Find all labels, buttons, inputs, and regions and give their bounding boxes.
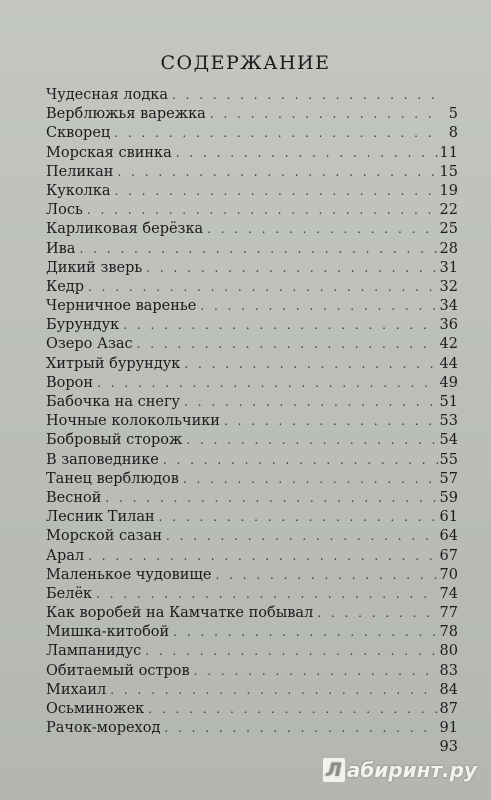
toc-entry-title: Морской сазан — [46, 528, 163, 545]
dot-leader — [88, 547, 437, 566]
toc-entry — [46, 220, 458, 239]
toc-entry-title: Карликовая берёзка — [46, 221, 204, 238]
toc-entry — [46, 604, 458, 623]
dot-leader — [166, 527, 438, 546]
toc-entry-title: Арал — [46, 547, 85, 564]
dot-leader — [79, 240, 437, 259]
toc-entry-title: Осьминожек — [46, 701, 145, 717]
toc-entry-page-number: 78 — [439, 624, 458, 641]
toc-entry — [46, 719, 458, 738]
dot-leader — [194, 662, 438, 681]
table-of-contents — [46, 86, 458, 758]
toc-entry-title: Обитаемый остров — [46, 662, 190, 679]
toc-entry — [46, 508, 458, 527]
toc-entry — [46, 681, 458, 700]
toc-entry-page-number: 36 — [439, 317, 458, 334]
toc-entry-page-number: 55 — [439, 451, 458, 468]
toc-entry — [46, 527, 458, 546]
dot-leader — [210, 105, 438, 124]
toc-entry — [46, 470, 458, 489]
toc-entry-page-number: 51 — [439, 394, 458, 410]
toc-entry-page-number: 84 — [439, 681, 458, 698]
toc-entry — [46, 86, 458, 105]
toc-entry-page-number: 11 — [439, 144, 458, 161]
toc-entry-page-number: 67 — [439, 547, 458, 564]
toc-entry — [46, 201, 458, 220]
dot-leader — [224, 412, 438, 431]
dot-leader — [96, 585, 437, 604]
toc-entry — [46, 451, 458, 470]
dot-leader — [123, 316, 437, 335]
labirint-logo-icon: Л — [323, 758, 345, 782]
toc-entry — [46, 316, 458, 335]
toc-entry — [46, 374, 458, 393]
toc-entry-page-number: 28 — [439, 240, 458, 257]
toc-entry-page-number: 77 — [439, 605, 458, 622]
dot-leader — [317, 604, 437, 623]
toc-entry-page-number: 25 — [439, 221, 458, 238]
toc-entry — [46, 623, 458, 642]
dot-leader — [184, 393, 437, 412]
dot-leader — [114, 124, 438, 143]
toc-entry — [46, 355, 458, 374]
toc-entry-title: Хитрый бурундук — [46, 355, 181, 372]
dot-leader — [184, 355, 437, 374]
dot-leader — [105, 489, 437, 508]
toc-entry-title: Ночные колокольчики — [46, 413, 220, 430]
page-title: СОДЕРЖАНИЕ — [160, 52, 331, 74]
toc-entry — [46, 489, 458, 508]
dot-leader — [145, 642, 437, 661]
dot-leader — [114, 182, 437, 201]
toc-entry — [46, 335, 458, 354]
toc-entry-title: Бабочка на снегу — [46, 394, 181, 410]
toc-entry-page-number: 42 — [439, 336, 458, 353]
toc-entry — [46, 105, 458, 124]
toc-entry-page-number: 34 — [439, 298, 458, 315]
toc-entry — [46, 585, 458, 604]
toc-entry-page-number: 54 — [439, 432, 458, 449]
toc-entry-page-number: 91 — [439, 720, 458, 737]
toc-entry — [46, 547, 458, 566]
toc-entry-page-number: 53 — [439, 413, 458, 430]
toc-entry — [46, 566, 458, 585]
dot-leader — [163, 451, 438, 470]
dot-leader — [87, 201, 438, 220]
toc-entry — [46, 144, 458, 163]
labirint-watermark — [323, 758, 477, 782]
toc-entry-page-number: 74 — [439, 585, 458, 602]
toc-entry-page-number: 70 — [439, 566, 458, 583]
dot-leader — [216, 566, 438, 585]
dot-leader — [207, 220, 437, 239]
dot-leader — [148, 700, 437, 719]
toc-entry-page-number: 83 — [439, 662, 458, 679]
toc-entry — [46, 297, 458, 316]
toc-entry-page-number: 32 — [439, 278, 458, 295]
toc-entry-title: В заповеднике — [46, 451, 159, 468]
toc-entry-title: Черничное варенье — [46, 298, 197, 315]
toc-entry-title: Танец верблюдов — [46, 470, 179, 487]
dot-leader — [117, 163, 437, 182]
dot-leader — [137, 335, 438, 354]
toc-entry — [46, 278, 458, 297]
toc-entry-page-number: 15 — [439, 163, 458, 180]
toc-entry-title: Лось — [46, 202, 83, 219]
toc-entry-title: Чудесная лодка — [46, 87, 169, 103]
toc-entry-title: Бурундук — [46, 317, 120, 334]
toc-entry — [46, 182, 458, 201]
toc-entry-page-number: 8 — [448, 125, 458, 142]
dot-leader — [164, 719, 437, 738]
dot-leader — [97, 374, 437, 393]
toc-entry-page-number: 44 — [439, 355, 458, 372]
dot-leader — [200, 297, 437, 316]
toc-entry-title: Белёк — [46, 585, 93, 602]
toc-entry — [46, 642, 458, 661]
dot-leader — [88, 278, 438, 297]
toc-entry — [46, 700, 458, 719]
dot-leader — [176, 144, 438, 163]
toc-entry-page-number: 93 — [439, 739, 458, 756]
toc-entry-page-number: 57 — [439, 470, 458, 487]
toc-entry-title: Весной — [46, 489, 102, 506]
toc-entry — [46, 662, 458, 681]
dot-leader — [186, 431, 437, 450]
toc-entry-title: Дикий зверь — [46, 259, 143, 276]
dot-leader — [159, 508, 438, 527]
toc-entry-title: Ива — [46, 240, 76, 257]
toc-entry — [46, 738, 458, 757]
dot-leader — [146, 259, 437, 278]
toc-entry — [46, 124, 458, 143]
dot-leader — [110, 681, 437, 700]
toc-entry-title: Лесник Тилан — [46, 509, 155, 526]
toc-entry-page-number: 61 — [439, 509, 458, 526]
toc-entry-page-number: 19 — [439, 182, 458, 199]
toc-entry-title: Скворец — [46, 125, 111, 142]
toc-entry — [46, 431, 458, 450]
watermark-text: абиринт.ру — [346, 758, 477, 782]
toc-entry-page-number: 22 — [439, 202, 458, 219]
toc-entry-page-number: 5 — [448, 106, 458, 123]
toc-entry-title: Лампанидус — [46, 643, 142, 660]
toc-entry-title: Рачок-мореход — [46, 720, 161, 737]
toc-entry-title: Кедр — [46, 278, 85, 295]
toc-entry-page-number: 87 — [439, 701, 458, 717]
toc-entry — [46, 163, 458, 182]
toc-entry-page-number: 64 — [439, 528, 458, 545]
toc-entry — [46, 412, 458, 431]
toc-entry-title: Озеро Азас — [46, 336, 133, 353]
toc-entry-title: Маленькое чудовище — [46, 566, 212, 583]
toc-entry-page-number: 31 — [439, 259, 458, 276]
toc-entry-page-number: 59 — [439, 489, 458, 506]
toc-entry-title: Ворон — [46, 374, 94, 391]
toc-entry-title: Верблюжья варежка — [46, 106, 206, 123]
toc-entry-title: Куколка — [46, 182, 111, 199]
toc-entry-title: Морская свинка — [46, 144, 172, 161]
toc-entry-page-number: 80 — [439, 643, 458, 660]
toc-entry-title: Михаил — [46, 681, 107, 698]
toc-entry-title: Как воробей на Камчатке побывал — [46, 605, 314, 622]
dot-leader — [172, 86, 438, 105]
dot-leader — [183, 470, 438, 489]
toc-entry — [46, 240, 458, 259]
toc-entry-title: Бобровый сторож — [46, 432, 183, 449]
toc-entry — [46, 393, 458, 412]
toc-entry — [46, 259, 458, 278]
toc-entry-page-number: 49 — [439, 374, 458, 391]
toc-entry-title: Пеликан — [46, 163, 114, 180]
dot-leader — [173, 623, 437, 642]
toc-entry-title: Мишка-китобой — [46, 624, 170, 641]
